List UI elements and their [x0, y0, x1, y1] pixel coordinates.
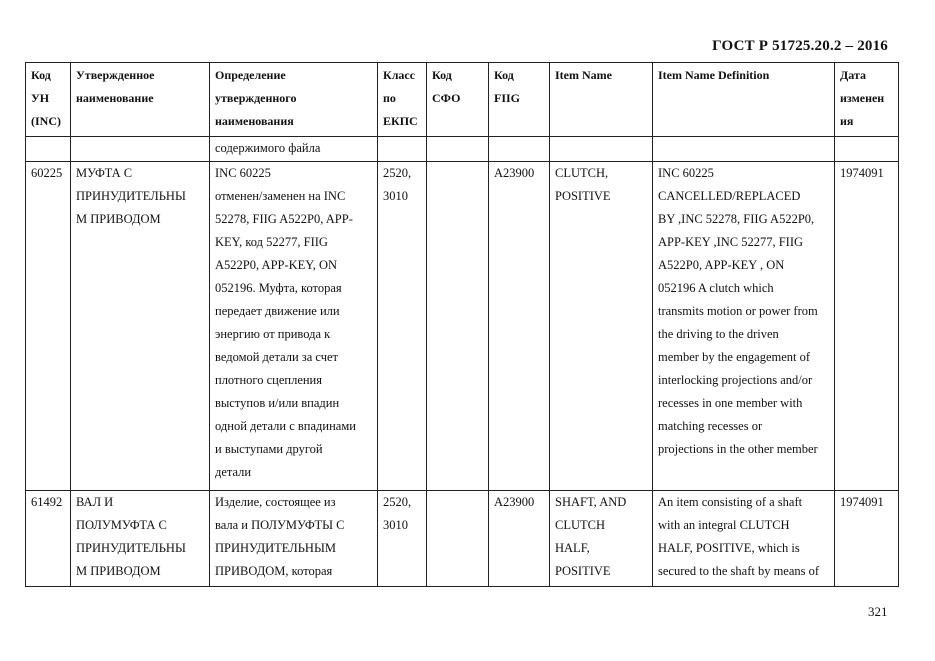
- cell-name: ВАЛ И ПОЛУМУФТА С ПРИНУДИТЕЛЬНЫ М ПРИВОДОМ: [71, 491, 210, 587]
- cell-ekps: 2520, 3010: [378, 162, 427, 491]
- col-header-fiig: Код FIIG: [489, 63, 550, 137]
- cell-inc: 61492: [26, 491, 71, 587]
- table-row: [26, 491, 899, 587]
- cell-ekps: 2520, 3010: [378, 491, 427, 587]
- cell-date: 1974091: [835, 162, 899, 491]
- document-header: ГОСТ Р 51725.20.2 – 2016: [712, 38, 888, 54]
- page-number: 321: [868, 604, 888, 619]
- cell-definition: Изделие, состоящее из вала и ПОЛУМУФТЫ С ПРИНУДИТЕЛЬНЫМ ПРИВОДОМ, которая: [210, 491, 378, 587]
- gost-table: [25, 62, 899, 587]
- cell-item-name: CLUTCH, POSITIVE: [550, 162, 653, 491]
- col-header-date: Дата изменен ия: [835, 63, 899, 137]
- cell-inc: 60225: [26, 162, 71, 491]
- continuation-row: [26, 137, 899, 162]
- cell-fiig: A23900: [489, 491, 550, 587]
- col-header-inc: Код УН (INC): [26, 63, 71, 137]
- table-header-row: [26, 63, 899, 137]
- col-header-ekps: Класс по ЕКПС: [378, 63, 427, 137]
- cell-name: МУФТА С ПРИНУДИТЕЛЬНЫ М ПРИВОДОМ: [71, 162, 210, 491]
- col-header-definition: Определение утвержденного наименования: [210, 63, 378, 137]
- cell-date: 1974091: [835, 491, 899, 587]
- continuation-definition: содержимого файла: [210, 137, 378, 162]
- cell-sfo: [427, 491, 489, 587]
- cell-sfo: [427, 162, 489, 491]
- col-header-item-definition: Item Name Definition: [653, 63, 835, 137]
- cell-item-name: SHAFT, AND CLUTCH HALF, POSITIVE: [550, 491, 653, 587]
- cell-definition: INC 60225 отменен/заменен на INC 52278, FIIG A522P0, APP- KEY, код 52277, FIIG A522P0, APP-KEY, ON 052196. Муфта, которая передает движение или энергию от привода к ведомой детали за счет плотного сцепления выступов и/или впадин одной детали с впадинами и выступами другой детали: [210, 162, 378, 491]
- table-row: [26, 162, 899, 491]
- col-header-sfo: Код СФО: [427, 63, 489, 137]
- cell-item-definition: An item consisting of a shaft with an integral CLUTCH HALF, POSITIVE, which is secured to the shaft by means of: [653, 491, 835, 587]
- cell-fiig: A23900: [489, 162, 550, 491]
- col-header-name: Утвержденное наименование: [71, 63, 210, 137]
- cell-item-definition: INC 60225 CANCELLED/REPLACED BY ,INC 52278, FIIG A522P0, APP-KEY ,INC 52277, FIIG A522P0, APP-KEY , ON 052196 A clutch which transmits motion or power from the driving to the driven member by the engagement of interlocking projections and/or recesses in one member with matching recesses or projections in the other member: [653, 162, 835, 491]
- col-header-item-name: Item Name: [550, 63, 653, 137]
